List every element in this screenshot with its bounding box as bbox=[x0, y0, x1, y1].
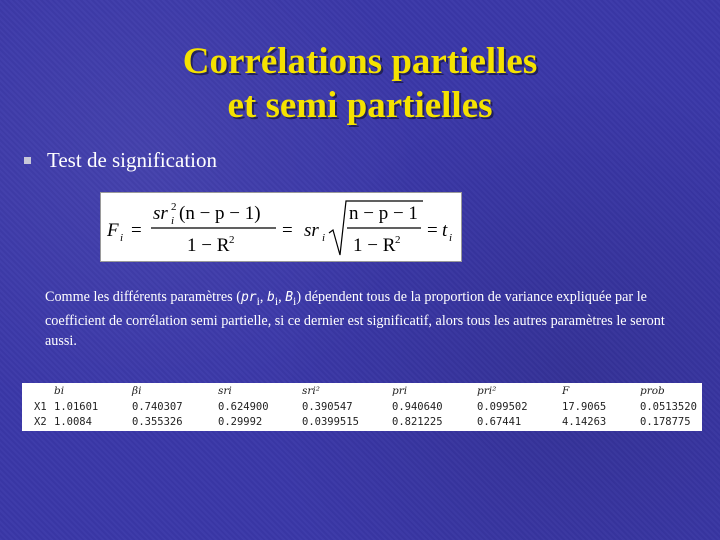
formula-den-1: 1 − R bbox=[187, 235, 230, 256]
header-cell: sri² bbox=[302, 385, 320, 397]
formula-den-sup-2: 2 bbox=[395, 234, 401, 246]
param-pr: pr bbox=[240, 290, 257, 305]
param-b-sub: i bbox=[274, 293, 279, 308]
formula-sub-i-4: i bbox=[449, 232, 453, 244]
table-cell: 0.0399515 bbox=[302, 416, 359, 428]
formula-eq-1: = bbox=[131, 220, 142, 241]
paragraph-part-1: Comme les différents paramètres ( bbox=[45, 289, 241, 305]
table-cell: 0.0513520 bbox=[640, 401, 697, 413]
header-cell: F bbox=[562, 385, 570, 397]
table-cell: 17.9065 bbox=[562, 401, 607, 413]
table-cell: 0.355326 bbox=[132, 416, 183, 428]
table-header-row bbox=[22, 385, 702, 401]
formula-F: F bbox=[107, 220, 119, 241]
table-cell: 1.0084 bbox=[54, 416, 92, 428]
table-cell: 1.01601 bbox=[54, 401, 99, 413]
formula-num-right: n − p − 1 bbox=[349, 203, 418, 224]
param-B: B bbox=[285, 290, 294, 305]
title-line-2: et semi partielles bbox=[227, 85, 493, 126]
header-cell: bi bbox=[54, 385, 65, 397]
formula-sup-2-1: 2 bbox=[171, 201, 177, 213]
param-pr-sub: i bbox=[256, 293, 260, 308]
slide-title bbox=[0, 40, 720, 128]
formula-sub-i-3: i bbox=[322, 232, 326, 244]
paragraph-part-2: ) dépendent tous de la proportion de variance expliquée par le coefficient de corrélation semi partielle, si ce dernier est significatif, alors tous les autres paramètres le seront aussi. bbox=[45, 289, 665, 349]
table-cell: 0.390547 bbox=[302, 401, 353, 413]
explanation-paragraph bbox=[45, 287, 695, 351]
results-table bbox=[22, 383, 702, 431]
formula-sr-1: sr bbox=[153, 203, 168, 224]
header-cell: prob bbox=[640, 385, 665, 397]
table-cell: 0.29992 bbox=[218, 416, 263, 428]
bullet-text: Test de signification bbox=[47, 148, 217, 172]
row-label: X2 bbox=[34, 416, 47, 428]
table-cell: 0.178775 bbox=[640, 416, 691, 428]
formula-num-left: (n − p − 1) bbox=[179, 203, 261, 224]
param-B-sub: i bbox=[293, 293, 297, 308]
header-cell: sri bbox=[218, 385, 232, 397]
header-cell: pri bbox=[392, 385, 408, 397]
row-label: X1 bbox=[34, 401, 47, 413]
table-cell: 4.14263 bbox=[562, 416, 607, 428]
formula-sub-i-1: i bbox=[120, 232, 124, 244]
formula-den-2: 1 − R bbox=[353, 235, 396, 256]
formula-eq-3: = bbox=[427, 220, 438, 241]
formula-den-sup-1: 2 bbox=[229, 234, 235, 246]
title-line-1: Corrélations partielles bbox=[182, 41, 538, 82]
table-row bbox=[22, 401, 702, 417]
formula-eq-2: = bbox=[282, 220, 293, 241]
paragraph-sep-1: , bbox=[259, 289, 267, 305]
bullet-item bbox=[24, 148, 217, 173]
formula-sr-2: sr bbox=[304, 220, 319, 241]
param-b: b bbox=[266, 290, 275, 305]
square-bullet-icon bbox=[24, 157, 31, 164]
table-cell: 0.940640 bbox=[392, 401, 443, 413]
formula-box bbox=[100, 192, 462, 262]
formula-image bbox=[101, 193, 461, 261]
table-cell: 0.624900 bbox=[218, 401, 269, 413]
header-cell: βi bbox=[132, 385, 142, 397]
paragraph-sep-2: , bbox=[278, 289, 286, 305]
table-cell: 0.67441 bbox=[477, 416, 522, 428]
table-cell: 0.740307 bbox=[132, 401, 183, 413]
header-cell: pri² bbox=[477, 385, 497, 397]
table-cell: 0.821225 bbox=[392, 416, 443, 428]
table-row bbox=[22, 416, 702, 432]
formula-t: t bbox=[442, 220, 448, 241]
formula-sub-i-2: i bbox=[171, 215, 175, 227]
table-cell: 0.099502 bbox=[477, 401, 528, 413]
